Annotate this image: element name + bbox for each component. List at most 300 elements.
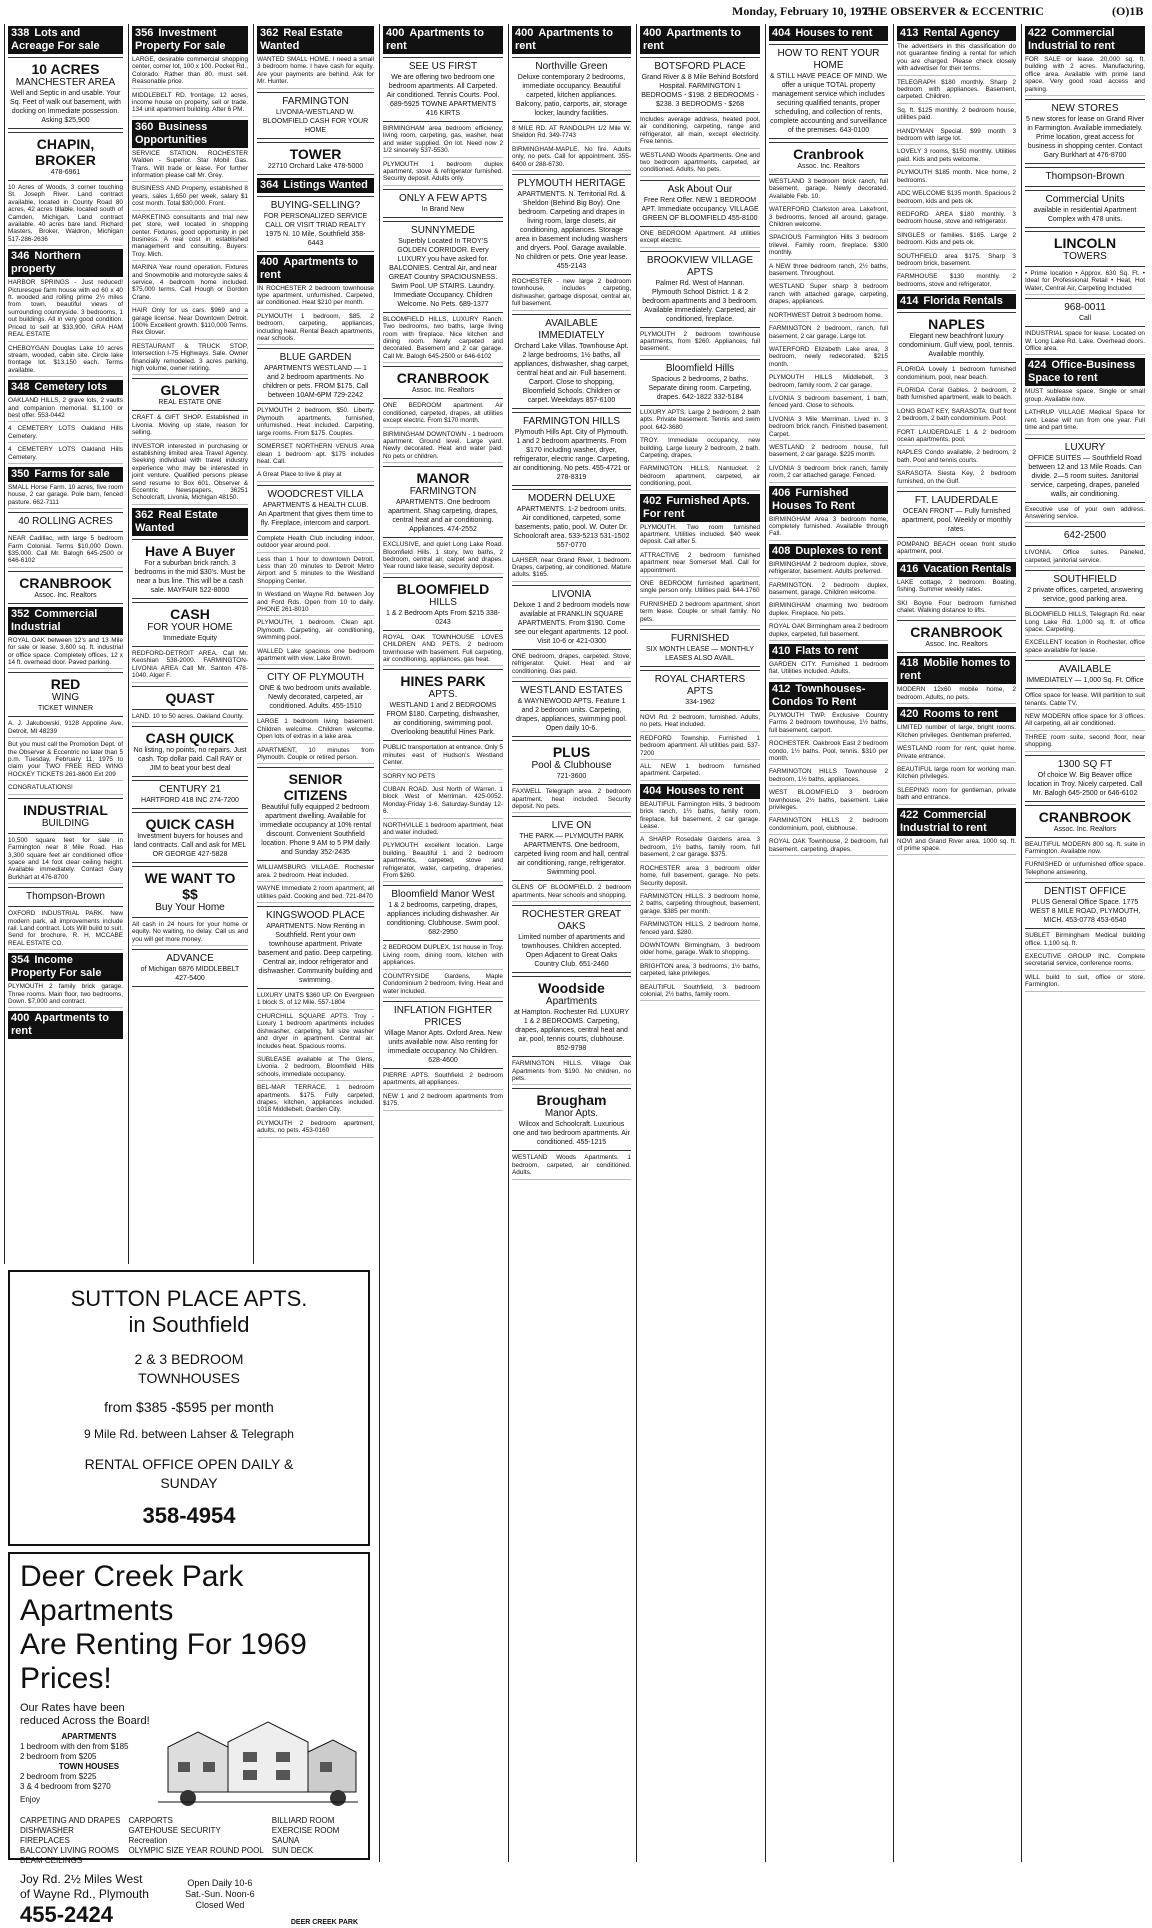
classified-ad: SUBLET Birmingham Medical building office. 1,100 sq. ft.	[1025, 932, 1145, 950]
display-ad-line: APTS.	[428, 689, 458, 701]
display-ad-line: APARTMENTS & HEALTH CLUB. An Apartment that gives them time to fly. Fireplace, intercom and carport.	[258, 501, 373, 527]
display-ad-line: 5 new stores for lease on Grand River in Farmington. Available immediately. Prime location, great access for business in shopping center. Contact Gary Burkhart at 476-8700	[1026, 116, 1144, 160]
feature-item: SAUNA	[271, 1836, 300, 1845]
classified-ad: PLYMOUTH 2 bedroom apartment, adults, no pets. 453-0160	[257, 1120, 374, 1138]
feature-item: FIREPLACES	[20, 1836, 70, 1845]
category-heading	[1025, 26, 1145, 54]
display-ad-line: NAPLES	[928, 316, 985, 333]
classified-ad: HARBOR SPRINGS - Just reduced! Picturesque farm house with ed 60 x 40 ft. wooded and rolling prime 2½ miles from town, beautiful views of surrounding countryside. 3 bedrooms, 1 out buildings. All in very good condition. Priced to sell at $33,900. GRA HAM REAL ESTATE	[8, 279, 123, 341]
display-ad-line: KINGSWOOD PLACE	[266, 910, 365, 922]
display-ad-line: ONLY A FEW APTS	[399, 192, 487, 204]
classified-ad: SPACIOUS Farmington Hills 3 bedroom trilevel. Family room, fireplace. $300 monthly.	[769, 234, 888, 259]
classified-ad: ROCHESTER - new large 2 bedroom townhouse, includes carpeting, dishwasher, garbage disposal, central air, full basement.	[512, 278, 631, 311]
classified-ad: BIRMINGHAM charming two bedroom duplex. Fireplace. No pets.	[769, 602, 888, 620]
feature-item: Recreation	[128, 1836, 168, 1845]
classified-ad: ROCHESTER. Oakbrook East 2 bedroom condo, 1½ baths. Pool, tennis. $310 per month.	[769, 740, 888, 765]
category-number: 346	[11, 250, 30, 263]
category-heading	[897, 26, 1016, 41]
classified-ad: NORTHVILLE 1 bedroom apartment, heat and water included.	[383, 822, 503, 840]
display-ad-line: Elegant new beachfront luxury condominium. Gulf view, pool, tennis. Available monthly.	[898, 333, 1015, 359]
display-ad-line: GLOVER	[160, 382, 220, 399]
display-ad-line: Ask About Our	[667, 183, 733, 195]
category-heading	[257, 26, 374, 54]
classified-column-4	[379, 24, 506, 1862]
classified-ad: DOWNTOWN Birmingham, 3 bedroom older home, garage. Walk to shopping.	[640, 942, 760, 960]
display-ad-line: of Michigan 6876 MIDDLEBELT 427-5400	[140, 966, 240, 983]
deer-creek-hours	[185, 1872, 255, 1928]
classified-ad: LARGE 1 bedroom living basement. Children welcome. Children welcome. Open lots of extras in a lake area.	[257, 718, 374, 743]
display-ad	[132, 378, 248, 411]
display-ad-line: APARTMENTS. N. Territorial Rd. & Sheldon (Behind Big Boy). One bedroom. Carpeting and drapes in living room, large closets, air conditioning, appliances. Storage area in basement including washers and dryers. Pool. Garage available. No children or pets. One year lease. 455-2143	[515, 191, 628, 271]
classified-ad: SOUTHFIELD area $175. Sharp 3 bedroom brick, basement.	[897, 253, 1016, 271]
category-heading	[897, 707, 1016, 722]
display-ad-line: Northville Green	[535, 61, 608, 72]
classified-ad: PLYMOUTH. Two room furnished apartment. Utilities included. $40 week deposit. Call after 5.	[640, 524, 760, 549]
display-ad	[383, 669, 503, 741]
classified-ad: LONG BOAT KEY, SARASOTA. Gulf front 2 bedroom, 2 bath condominium. Pool.	[897, 408, 1016, 426]
classified-ad: WATERFORD Elizabeth Lake area, 3 bedroom, newly redecorated. $215 month.	[769, 346, 888, 371]
category-label: Investment Property For sale	[135, 27, 226, 52]
display-ad-line: CASH QUICK	[145, 729, 235, 746]
display-ad	[1025, 438, 1145, 503]
classified-ad: 4 CEMETERY LOTS Oakland Hills Cemetery.	[8, 425, 123, 443]
display-ad-line: Wilcox and Schoolcraft. Luxurious one and two bedroom apartments. Air conditioned. 455-1215	[513, 1121, 630, 1147]
display-ad-line: WING	[51, 692, 80, 704]
display-ad	[1025, 882, 1145, 929]
display-ad	[132, 539, 248, 599]
display-ad-line: LUXURY	[1064, 441, 1106, 453]
display-ad	[132, 726, 248, 777]
classified-ad: PLYMOUTH $185 month. Nice home, 2 bedrooms.	[897, 169, 1016, 187]
classified-ad: BEAUTIFUL large room for working man. Kitchen privileges.	[897, 766, 1016, 784]
display-ad	[132, 602, 248, 647]
classified-ad: ONE BEDROOM Apartment. All utilities except electric.	[640, 230, 760, 248]
deer-creek-body	[20, 1702, 358, 1812]
classified-ad: ROYAL OAK Townhouse, 2 bedroom, full basement, carpeting, drapes.	[769, 838, 888, 856]
display-ad-line: 2 private offices, carpeted, answering service, good parking area.	[1027, 587, 1143, 604]
townhouse-rate: 2 bedroom from $225	[20, 1772, 97, 1781]
classified-ad: SUBLEASE available at The Glens, Livonia. 2 bedroom, Bloomfield Hills schools, immediate occupancy.	[257, 1056, 374, 1081]
category-number: 356	[135, 27, 154, 39]
display-ad-line: CRANBROOK	[910, 624, 1003, 641]
sutton-office-hours: RENTAL OFFICE OPEN DAILY &	[84, 1456, 294, 1472]
display-ad-line: IMMEDIATELY — 1,000 Sq. Ft. Office	[1026, 677, 1144, 685]
classified-ad: WESTLAND Super sharp 3 bedroom ranch with attached garage, carpeting, drapes, appliances.	[769, 283, 888, 308]
display-ad-line: BOTSFORD PLACE	[654, 61, 746, 72]
display-ad-line: at Hampton. Rochester Rd. LUXURY 1 & 2 BEDROOMS. Carpeting, drapes, appliances, central heat and air, pool, tennis courts, clubhouse. 852-9798	[513, 1009, 630, 1053]
deer-creek-title-2: Are Renting For 1969 Prices!	[20, 1628, 307, 1695]
display-ad-line: FT. LAUDERDALE	[914, 495, 999, 507]
classified-ad: CONGRATULATIONS!	[8, 784, 123, 794]
classified-ad: FARMINGTON. 2 bedroom duplex, basement, garage. Children welcome.	[769, 582, 888, 600]
display-ad	[1025, 231, 1145, 267]
classified-column-9	[1021, 24, 1148, 1862]
display-ad	[257, 906, 374, 989]
classified-ad: A NEW three bedroom ranch, 2½ baths, basement. Throughout.	[769, 263, 888, 281]
classified-ad: FARMHOUSE $130 monthly. 2 bedrooms, stove and refrigerator.	[897, 273, 1016, 291]
classified-column-6	[636, 24, 763, 1862]
classified-ad: The advertisers in this classification do not guarantee finding a rental for which you are charged. Please check closely with advertiser for their terms.	[897, 43, 1016, 76]
display-ad-line: Of choice W. Big Beaver office location in Troy. Nicely carpeted. Call Mr. Balogh 645-2500 or 646-6102	[1027, 771, 1143, 797]
display-ad-line: QUAST	[165, 689, 215, 706]
category-number: 422	[900, 808, 919, 821]
category-heading	[383, 26, 503, 54]
display-ad-line: ROCHESTER GREAT OAKS	[521, 909, 622, 933]
classified-ad: BIRMINGHAM area bedroom efficiency, living room, carpeting, gas, washer, heat and water supplied. On lot. Need now 2 1/2 sincerely 537-5530.	[383, 125, 503, 158]
display-ad	[640, 629, 760, 667]
classified-ad: 10 Acres of Woods, 3 corner touching St. Joseph River. Land contract available, located in County Road 80 acres, 42 acres tillable, located south of Camden, Michigan. Land contract available. 40 acres bare land. Richard Masters, Broker, Waldron, Michigan 517-286-2636	[8, 184, 123, 246]
display-ad-line: 478-6961	[50, 169, 81, 176]
display-ad-line: Village Manor Apts. Oxford Area. New units available now. Also renting for immediate occupancy. No Children. 628-4600	[384, 1029, 502, 1064]
display-ad	[383, 366, 503, 399]
category-number: 402	[643, 494, 662, 507]
display-ad	[512, 585, 631, 650]
display-ad-line: CHAPIN, BROKER	[35, 136, 96, 168]
classified-ad: BEL-MAR TERRACE. 1 bedroom apartments. $175. Fully carpeted, drapes, kitchen, appliances included. 1018 Middlebelt. Garden City.	[257, 1084, 374, 1117]
classified-ad: FLORIDA Coral Gables. 2 bedroom, 2 bath furnished apartment, walk to beach.	[897, 387, 1016, 405]
category-heading	[8, 607, 123, 635]
deer-creek-address-2: of Wayne Rd., Plymouth	[20, 1887, 149, 1901]
classified-ad: IN ROCHESTER 2 bedroom townhouse type apartment, unfurnished. Carpeted, air conditioned. Heat $210 per month.	[257, 285, 374, 310]
classified-ad: WAYNE Immediate 2 room apartment, all utilities paid. Cooking and bed. 721-8470	[257, 885, 374, 903]
category-number: 400	[643, 27, 662, 39]
display-ad-line: PLYMOUTH HERITAGE	[517, 178, 626, 190]
classified-ad: POMPANO BEACH ocean front studio apartment, pool.	[897, 541, 1016, 559]
enjoy-label: Enjoy	[20, 1795, 41, 1804]
classified-ad: NOVI Rd. 2 bedroom, furnished. Adults, no pets. Heat included.	[640, 714, 760, 732]
display-ad-line: Superbly Located In TROY’S GOLDEN CORRIDOR. Every LUXURY you have asked for. BALCONIES. Central Air, and near GREAT Country SPACIOUSNESS. Swim Pool. UP STAIRS. Laundry. Immediate Occupancy. Children Welcome. No Pets. 689-1377	[388, 237, 498, 308]
sutton-unit-type: 2 & 3 BEDROOM	[134, 1351, 244, 1367]
category-number: 362	[135, 508, 154, 521]
classified-ad: PLYMOUTH 2 bedroom, $50. Liberty. Plymouth apartments, furnished, unfurnished. Heat included. Carpeting, large rooms. From $175. Couples.	[257, 407, 374, 440]
category-label: Apartments to rent	[260, 255, 358, 281]
classified-ad: GARDEN CITY. Furnished 1 bedroom flat. Utilities included. Adults.	[769, 661, 888, 679]
classified-ad: SKI Boyne Four bedroom furnished chalet. Walking distance to lifts.	[897, 600, 1016, 618]
classified-ad: BIRMINGHAM Area 3 bedroom home, completely furnished. Available through Fall.	[769, 516, 888, 541]
sutton-phone: 358-4954	[142, 1503, 236, 1528]
sutton-price: from $385 -$595 per month	[104, 1399, 274, 1415]
apartment-rate: 1 bedroom with den from $185	[20, 1742, 129, 1751]
category-label: Commercial Industrial	[11, 607, 98, 633]
classified-ad: NEW 1 and 2 bedroom apartments from $175.	[383, 1093, 503, 1111]
classified-ad: LAND. 10 to 50 acres. Oakland County.	[132, 713, 248, 723]
display-ad-line: ADVANCE	[166, 953, 214, 965]
display-ad-line: FARMINGTON	[282, 95, 349, 107]
display-ad-line: Limited number of apartments and townhouses. Children accepted. Open Adjacent to Great Oaks Country Club. 651-2460	[518, 934, 625, 969]
apartment-buildings-illustration	[158, 1702, 358, 1807]
category-heading	[769, 682, 888, 710]
category-label: Rooms to rent	[923, 708, 998, 721]
feature-item: BEAM CEILINGS	[20, 1856, 83, 1865]
classified-ad: A Great Place to live & play at	[257, 471, 374, 481]
category-number: 348	[11, 381, 30, 394]
display-ad	[8, 512, 123, 532]
category-number: 410	[772, 645, 791, 658]
category-heading	[257, 178, 374, 193]
display-ad-line: Grand River & 8 Mile Behind Botsford Hospital. FARMINGTON 1 BEDROOMS - $198. 2 BEDROOMS - $238. 3 BEDROOMS - $268	[641, 74, 759, 108]
display-ad	[1025, 99, 1145, 164]
display-ad	[769, 142, 888, 175]
display-ad	[257, 485, 374, 532]
display-ad	[257, 348, 374, 404]
classified-ad: FARMINGTON HILLS. Nantucket. 2 bedroom apartment, carpeted, air conditioning, pool.	[640, 465, 760, 490]
classified-ad: But you must call the Promotion Dept. of the Observer & Eccentric no later than 5 p.m. Tuesday, February 11, 1975 to claim your TWO FREE RED WING HOCKEY TICKETS 261-8600 Ext 209	[8, 741, 123, 781]
classified-ad: 4 CEMETERY LOTS Oakland Hills Cemetery.	[8, 446, 123, 464]
classified-ad: MARKETING consultants and trial new pet store, well located in shopping center. Fixtures, good opportunity in pet business. A real cost in established management and consulting. Buyers: Troy. Mich.	[132, 214, 248, 261]
display-ad-line: QUICK CASH	[145, 815, 235, 832]
feature-item: EXERCISE ROOM	[271, 1826, 340, 1835]
display-ad-line: APARTMENTS. 1-2 bedroom units. Air conditioned, carpeted, some basements, patio, pool. W. Outer Dr. Schoolcraft area. 533-5213 531-1502 557-0770	[513, 505, 630, 549]
classified-ad: Executive use of your own address. Answering service.	[1025, 506, 1145, 524]
classified-ad: EXCELLENT location in Rochester, office space available for lease.	[1025, 639, 1145, 657]
hours-line: Closed Wed	[195, 1900, 245, 1910]
display-ad-line: ROYAL CHARTERS APTS	[654, 674, 746, 697]
display-ad-line: We are offering two bedroom one bedroom apartments. All Carpeted. Air conditioned. Tennis Courts. Pool. 689-5925 TOWNE APARTMENTS 416 KIRTS	[386, 74, 500, 117]
category-label: Mobile homes to rent	[900, 657, 1011, 683]
display-ad-line: WESTLAND 1 and 2 BEDROOMS FROM $180. Carpeting, dishwasher, air conditioning, swimming pool. Overlooking beautiful Hines Park.	[386, 702, 500, 737]
category-heading	[640, 26, 760, 54]
display-ad	[257, 142, 374, 175]
classified-ad: PLYMOUTH 2 family brick garage. Three rooms. Main floor, two bedrooms, Down. $7,000 and contract.	[8, 983, 123, 1008]
display-ad-line: 40 ROLLING ACRES	[18, 516, 113, 528]
category-label: Houses to rent	[795, 27, 873, 39]
classified-ad: RESTAURANT & TRUCK STOP, Intersection I-75 Highways. Sale. Owner financially remodeled. 3 acres parking, high volume, owner retiring.	[132, 343, 248, 376]
classified-ad: SORRY NO PETS	[383, 773, 503, 783]
classified-ad: FARMINGTON HILLS. Village Oak Apartments from $190. No children, no pets.	[512, 1060, 631, 1085]
category-number: 406	[772, 486, 791, 499]
classified-ad: ATTRACTIVE 2 bedroom furnished apartment near Somerset Mall. Call for appointment.	[640, 552, 760, 577]
category-label: Duplexes to rent	[795, 544, 882, 557]
display-ad-line: AVAILABLE IMMEDIATELY	[538, 317, 605, 341]
display-ad	[8, 132, 123, 181]
display-ad-line: THE PARK — PLYMOUTH PARK APARTMENTS. One bedroom, carpeted living room and hall, central air conditioning, range, refrigerator. Swimming pool.	[514, 833, 629, 877]
display-ad-line: PLUS	[552, 744, 591, 761]
sutton-place-display-ad	[8, 1270, 370, 1546]
category-heading	[132, 508, 248, 536]
display-ad-line: Deluxe contemporary 2 bedrooms, immediate occupancy. Beautiful carpeted, kitchen appliances. Balcony, patio, carports, air, storage locker, laundry facilities.	[515, 74, 628, 117]
feature-list-2	[128, 1816, 263, 1866]
classified-ad: WILLIAMSBURG VILLAGE. Rochester area. 2 bedroom. Heat included.	[257, 864, 374, 882]
category-label: Townhouses-Condos To Rent	[772, 682, 866, 708]
classified-column-7	[765, 24, 891, 1862]
classified-ad: FARMINGTON HILLS. 3 bedroom home, 2 baths, carpeting throughout, basement, garage. $385 per month.	[640, 893, 760, 918]
classified-ad: ONE BEDROOM furnished apartment, single person only. Utilities paid. 644-1760	[640, 580, 760, 598]
classified-ad: NORTHWEST Detroit 3 bedroom home.	[769, 312, 888, 322]
deer-creek-art	[158, 1702, 358, 1812]
display-ad-line: PLUS General Office Space. 1775 WEST 8 MILE ROAD, PLYMOUTH, MICH. 453-0778 453-6540	[1029, 899, 1141, 925]
classified-column-3	[253, 24, 377, 1264]
display-ad-line: Manor Apts.	[544, 1108, 599, 1120]
classified-ad: FARMINGTON 2 bedroom, ranch, full basement, 2 car garage. Large lot.	[769, 325, 888, 343]
classified-ad: WESTLAND room for rent, quiet home. Private entrance.	[897, 745, 1016, 763]
classified-ad: BEAUTIFUL MODERN 800 sq. ft. suite in Farmington. Available now.	[1025, 841, 1145, 859]
display-ad-line: Assoc. Inc. Realtors	[34, 591, 97, 599]
category-heading	[512, 26, 631, 54]
classified-ad: BIRMINGHAM 2 bedroom duplex, stove, refrigerator, basement. Adults preferred.	[769, 561, 888, 579]
display-ad-line: 22710 Orchard Lake 478-5000	[267, 162, 364, 170]
deer-creek-address-block	[20, 1872, 149, 1928]
display-ad-line: Commercial Units	[1045, 194, 1125, 206]
classified-ad: LIVONIA 3 bedroom brick ranch, family room, 2 car attached garage. Fenced.	[769, 465, 888, 483]
display-ad-line: Assoc. Inc. Realtors	[1053, 825, 1117, 833]
display-ad	[1025, 805, 1145, 838]
classified-ad: PLYMOUTH, 1 bedroom. Clean apt. Plymouth. Carpeting, air conditioning, swimming pool.	[257, 619, 374, 644]
display-ad-line: 1 & 2 Bedroom Apts From $215 338-0243	[385, 609, 500, 626]
category-label: Furnished Houses To Rent	[772, 486, 855, 512]
display-ad-line: Palmer Rd. West of Hannan. Plymouth School District. 1 & 2 bedroom apartments and 3 bedroom. Available immediately. Carpeted, air conditioned, fireplace.	[642, 279, 758, 323]
classified-ad: PLYMOUTH 1 bedroom, $85. 2 bedroom, carpeting, appliances, including heat. Rental Beach apartments, near schools.	[257, 313, 374, 346]
display-ad	[132, 686, 248, 710]
classified-column-2	[128, 24, 251, 1264]
display-ad-line: TOWER	[289, 145, 342, 162]
classified-ad: FURNISHED or unfurnished office space. Telephone answering.	[1025, 861, 1145, 879]
display-ad-line: For a suburban brick ranch. 3 bedrooms in the mid $30’s. Must be near a bus line. This will be a cash sale. MAYFAIR 522-8000	[134, 559, 246, 594]
classified-ad: WESTLAND Woods Apartments. 1 bedroom, carpeted, air conditioned. Adults.	[512, 1154, 631, 1179]
display-ad-line: APARTMENTS. One bedroom apartment. Shag carpeting, drapes, central heat and air conditioning. Appliances. 474-2552	[388, 499, 498, 534]
classified-ad: ALL NEW 1 bedroom furnished apartment. Carpeted.	[640, 763, 760, 781]
display-ad-line: Orchard Lake Villas. Townhouse Apt. 2 large bedrooms, 1½ baths, all appliances, dishwasher, shag carpet, central heat and air. Full basement. Carport. Close to shopping, Bloomfield Schools. Children or carpet. Weekdays 857-6100	[514, 342, 629, 404]
display-ad-line: CRANBROOK	[19, 574, 112, 591]
display-ad-line: Bloomfield Manor West	[391, 889, 495, 901]
display-ad	[512, 489, 631, 554]
display-ad	[1025, 298, 1145, 327]
display-ad	[1025, 167, 1145, 187]
apartments-heading: APARTMENTS	[61, 1732, 117, 1741]
display-ad-line: TOWERS	[1063, 251, 1107, 263]
display-ad-line: Apartments	[545, 996, 598, 1008]
classified-ad: MARINA Year round operation. Fixtures and Snowmobile and motorcycle sales & service, 4 bedroom home included. $75,000 terms. Call Hough or Gordon Crane.	[132, 264, 248, 304]
category-number: 354	[11, 954, 30, 967]
classified-ad: WILL build to suit, office or store. Farmington.	[1025, 974, 1145, 992]
category-number: 338	[11, 27, 30, 39]
display-ad-line: WE WANT TO	[144, 869, 236, 886]
classified-ad: APARTMENT, 10 minutes from Plymouth. Couple or retired person.	[257, 747, 374, 765]
classified-ad: BIRMINGHAM-MAPLE. No fire. Adults only, no pets. Call for appointment. 355-6400 or 288-6730.	[512, 146, 631, 171]
display-ad-line: Immediate Equity	[162, 634, 218, 642]
classified-ad: Less than 1 hour to downtown Detroit. Less than 20 minutes to Detroit Metro Airport and 5 minutes to the Westland Shopping Center.	[257, 556, 374, 589]
category-label: Florida Rentals	[923, 295, 1003, 308]
display-ad-line: HINES PARK	[400, 673, 486, 690]
display-ad	[512, 314, 631, 409]
display-ad-line: TICKET WINNER	[37, 705, 94, 713]
header-page-number: (O)1B	[1112, 4, 1144, 18]
category-label: Listings Wanted	[283, 178, 368, 191]
classified-ad: ROCHESTER area 3 bedroom older home, full basement, garage. No pets. Security deposit.	[640, 865, 760, 890]
category-label: Office-Business Space to rent	[1028, 359, 1136, 385]
display-ad-line: BLOOMFIELD	[396, 580, 490, 597]
display-ad	[8, 571, 123, 604]
display-ad-line: CENTURY 21	[159, 783, 221, 795]
display-ad-line: & WAYNEWOOD APTS. Feature 1 and 2 bedroom units. Carpeting, drapes, appliances, swimming pool. Open daily 10-6.	[516, 698, 627, 733]
display-ad-line: Assoc. Inc. Realtors	[797, 163, 860, 170]
classified-ad: WESTLAND 3 bedroom brick ranch, full basement, garage. Newly decorated. Available Feb. 10.	[769, 178, 888, 203]
classified-ad: WESTLAND 2 bedroom house, full basement, 2 car garage. $225 month.	[769, 444, 888, 462]
category-label: Houses to rent	[666, 784, 744, 797]
display-ad	[769, 44, 888, 139]
display-ad	[1025, 570, 1145, 608]
classified-ad: Complete Health Club including indoor, outdoor year around pool.	[257, 535, 374, 553]
display-ad	[897, 312, 1016, 363]
display-ad-line: 968-0011	[1064, 302, 1106, 314]
classified-ad: NAPLES Condo available, 2 bedroom, 2 bath. Pool and tennis courts.	[897, 449, 1016, 467]
display-ad-line: SENIOR	[288, 771, 343, 788]
display-ad-line: RED	[50, 676, 81, 693]
category-heading	[8, 380, 123, 395]
display-ad-line: HARTFORD 418 INC 274-7200	[141, 796, 239, 804]
category-number: 360	[135, 120, 154, 133]
display-ad	[1025, 526, 1145, 546]
category-number: 424	[1028, 359, 1047, 372]
feature-list-1	[20, 1816, 120, 1866]
category-label: Vacation Rentals	[923, 562, 1012, 575]
classified-ad: HAIR Only for us cars. $969 and a garage license. Near Downtown Detroit. 100% Excellent growth. $110,000 Terms. Rex Glover.	[132, 307, 248, 340]
classified-ad: GLENS OF BLOOMFIELD. 2 bedroom apartments. Near schools and shopping.	[512, 884, 631, 902]
display-ad	[512, 740, 631, 785]
classified-ad: A SHARP Rosedale Gardens area. 3 bedroom, 1½ baths, family room, full basement, 2 car garage. $375.	[640, 836, 760, 861]
display-ad-line: INFLATION FIGHTER PRICES	[393, 1004, 493, 1028]
classified-ad: MODERN 12x60 mobile home, 2 bedroom. Adults, no pets.	[897, 686, 1016, 704]
display-ad	[383, 1001, 503, 1069]
classified-ad: • Prime location • Approx. 630 Sq. Ft. • Ideal for Professional Retail • Heat, Hot Water, Central Air, Carpeting Included	[1025, 270, 1145, 295]
display-ad-line: WOODCREST VILLA	[267, 488, 364, 500]
display-ad-line: BUILDING	[41, 817, 90, 829]
display-ad	[383, 189, 503, 218]
display-ad-line: INDUSTRIAL	[23, 801, 108, 818]
classified-ad: PLYMOUTH 2 bedroom townhouse apartments, from $260. Appliances, full basement.	[640, 331, 760, 356]
category-number: 350	[11, 467, 30, 480]
display-ad-line: Beautiful fully equipped 2 bedroom apartment dwelling. Available for immediate occupancy at 10% rental discount. Convenient Southfield location. Phone 9 AM to 5 PM daily and Sunday 352-2435	[260, 804, 371, 857]
display-ad	[640, 359, 760, 406]
display-ad-line: Plymouth Hills Apt. City of Plymouth. 1 and 2 bedroom apartments. From $170 including washer, dryer, refrigerator, electric range. Carpeting, air conditioning. No pets. 455-4721 or 278-8319	[513, 428, 630, 481]
category-heading	[8, 26, 123, 54]
category-number: 413	[900, 27, 919, 39]
display-ad	[383, 57, 503, 122]
classified-ad: THREE room suite, second floor, near shopping.	[1025, 734, 1145, 752]
display-ad	[383, 466, 503, 538]
classified-ad: CUBAN ROAD. Just North of Warren. 1 block West of Merriman. 425-0052. Monday-Friday 1-6. Saturday-Sunday 12-6.	[383, 786, 503, 819]
classified-ad: Includes average address, heated pool, air conditioning, carpeting, range and refrigerator, all main, except electricity. Free tennis.	[640, 116, 760, 149]
display-ad	[1025, 755, 1145, 802]
display-ad-line: FOR PERSONALIZED SERVICE CALL OR VISIT TRIAD REALTY 1975 N. 10 Mile, Southfield 358-6443	[263, 212, 368, 247]
category-heading	[257, 255, 374, 283]
header-date: Monday, February 10, 1975	[732, 4, 874, 18]
display-ad	[512, 1088, 631, 1151]
category-label: Income Property For sale	[11, 954, 102, 980]
classified-ad: OAKLAND HILLS, 2 grave lots, 2 vaults and companion memorial. $1,100 or best offer. 553-0442	[8, 397, 123, 422]
classified-ad: WANTED SMALL HOME. I need a small 3 bedroom home. I have cash for equity. Are your payments are behind. Ask for Mr. Hunter.	[257, 56, 374, 89]
classified-ad: ADC WELCOME $135 month. Spacious 2 bedroom, kids and pets ok.	[897, 190, 1016, 208]
category-heading	[8, 1011, 123, 1039]
classified-ad: INVESTOR interested in purchasing or establishing limited area Travel Agency. Seeking individual with travel industry experience who may be interested in joint venture. Qualified persons please send resume to Box 601, Observer & Eccentric Newspapers, 36251 Schoolcraft, Livonia, Michigan 48150.	[132, 443, 248, 505]
classified-ad: BRIGHTON area, 3 bedrooms, 1½ baths, carpeted, lake privileges.	[640, 963, 760, 981]
category-number: 408	[772, 544, 791, 557]
deer-creek-phone: 455-2424	[20, 1902, 113, 1927]
display-ad	[1025, 660, 1145, 689]
classified-ad: ONE bedroom, drapes, carpeted. Stove, refrigerator. Quiet. Heat and air conditioning. Gas paid.	[512, 653, 631, 678]
classified-ad: All cash in 24 hours for your home or equity. No waiting, no delay. Call us and you will get more money.	[132, 921, 248, 946]
category-heading	[897, 656, 1016, 684]
classified-ad: LAKE cottage, 2 bedroom. Boating, fishing. Summer weekly rates.	[897, 579, 1016, 597]
display-ad-line: LINCOLN	[1053, 235, 1117, 252]
display-ad-line: FOR YOUR HOME	[147, 621, 233, 633]
display-ad-line: LIVONIA-WESTLAND W. BLOOMFIELD CASH FOR YOUR HOME	[262, 108, 369, 134]
feature-list-3	[272, 1816, 340, 1866]
classified-ad: LAHSER near Grand River, 1 bedroom. Drapes, carpeting, air conditioned. Mature adults. $165.	[512, 557, 631, 582]
classified-ad: BEAUTIFUL Farmington Hills, 3 bedroom brick ranch, 1½ baths, family room, fireplace, full basement, 2 car garage. Lease.	[640, 801, 760, 834]
display-ad-line: HOW TO RENT YOUR HOME	[777, 48, 880, 71]
category-number: 420	[900, 708, 919, 721]
classified-ad: LATHRUP VILLAGE Medical Space for rent. Lease will run from one year. Full time and part time.	[1025, 409, 1145, 434]
